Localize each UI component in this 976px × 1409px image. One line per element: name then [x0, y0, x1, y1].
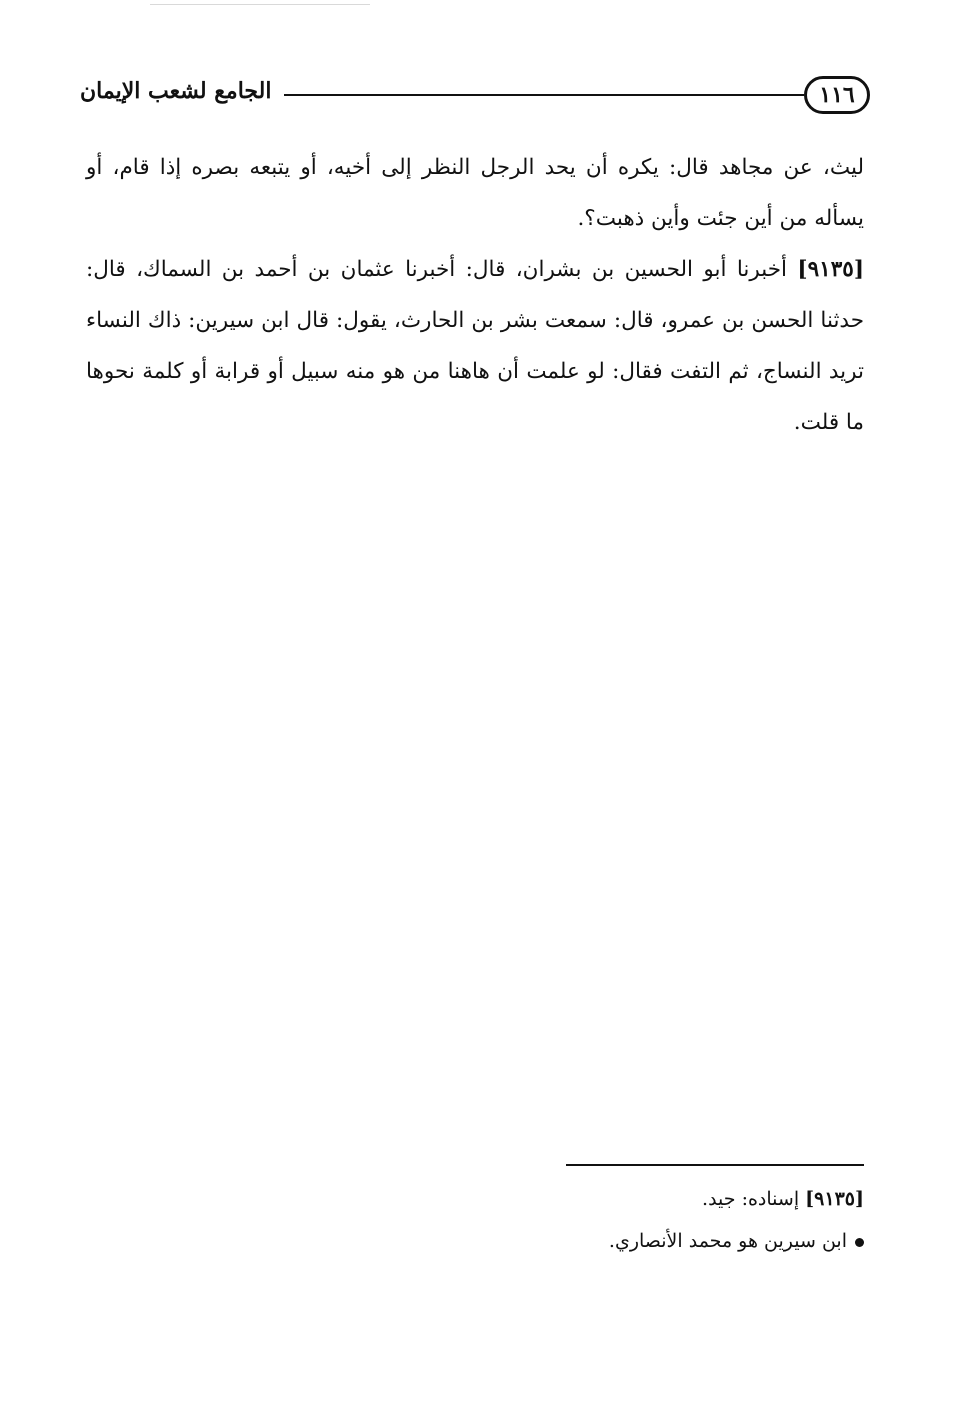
page-header: [80, 66, 870, 126]
footnotes: [300, 1178, 864, 1262]
footnote-2: [300, 1220, 864, 1262]
top-margin-mark: [150, 4, 370, 5]
footnote-1-text: إسناده: جيد.: [702, 1188, 800, 1210]
paragraph-1: ليث، عن مجاهد قال: يكره أن يحد الرجل النظر إلى أخيه، أو يتبعه بصره إذا قام، أو يسأله من أين جئت وأين ذهبت؟.: [86, 155, 864, 231]
book-title: الجامع لشعب الإيمان: [80, 78, 272, 104]
footnote-1: [300, 1178, 864, 1220]
footnote-rule: [566, 1164, 864, 1166]
page-number: ١١٦: [804, 76, 870, 114]
footnote-1-ref: [٩١٣٥]: [805, 1188, 864, 1210]
bullet-icon: [855, 1238, 864, 1247]
main-text: [86, 142, 864, 448]
paragraph-2: [86, 244, 864, 448]
header-rule: [284, 94, 804, 96]
footnote-2-text: ابن سيرين هو محمد الأنصاري.: [608, 1230, 847, 1252]
hadith-number: [٩١٣٥]: [797, 257, 864, 282]
paragraph-2-text: أخبرنا أبو الحسين بن بشران، قال: أخبرنا عثمان بن أحمد بن السماك، قال: حدثنا الحسن بن عمرو، قال: سمعت بشر بن الحارث، يقول: قال ابن سيرين: ذاك النساء تريد النساج، ثم التفت فقال: لو علمت أن هاهنا من هو منه سبيل أو قرابة أو كلمة نحوها ما قلت.: [86, 257, 864, 435]
